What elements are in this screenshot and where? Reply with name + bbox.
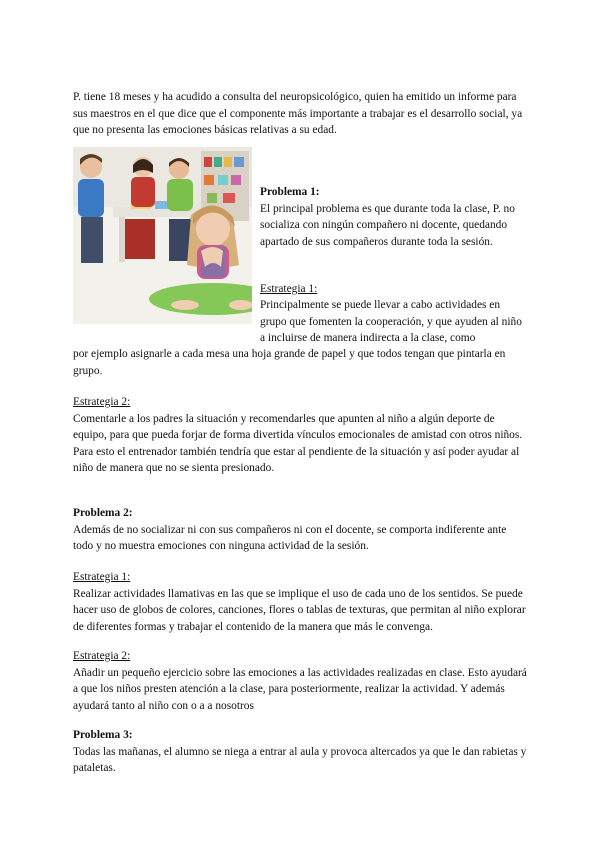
strategy-2b-text: Añadir un pequeño ejercicio sobre las emociones a las actividades realizadas en clase. Esto ayudará a que los niños presten atención a la clase, para posteriormente, realizar la actividad. Y además ayudará tanto al niño con o a a nosotros <box>73 666 527 712</box>
strategy-1a-title: Estrategia 1: <box>260 283 318 295</box>
strategy-1a-section <box>260 281 528 298</box>
strategy-1a-text-bottom: por ejemplo asignarle a cada mesa una hoja grande de papel y que todos tengan que pintarla en grupo. <box>73 348 506 377</box>
strategy-2a-text: Comentarle a los padres la situación y recomendarles que apunten al niño a algún deporte de equipo, para que pueda forjar de forma divertida vínculos emocionales de amistad con otros niños. Para esto el entrenador también tendría que estar al pendiente de la situación y así poder ayudar al niño de manera que no se sienta presionado. <box>73 412 523 475</box>
strategy-1b-text: Realizar actividades llamativas en las que se implique el uso de cada uno de los sentidos. Se puede hacer uso de globos de colores, canciones, flores o tablas de texturas, que permitan al niño explorar de diferentes formas y trabajar el contenido de la manera que más le convenga. <box>73 587 526 633</box>
problem-2-text: Además de no socializar ni con sus compañeros ni con el docente, se comporta indiferente ante todo y no muestra emociones con ninguna actividad de la sesión. <box>73 523 507 553</box>
problem-3-title: Problema 3: <box>73 729 133 741</box>
children-photo <box>73 147 252 324</box>
problem-2-title: Problema 2: <box>73 507 133 519</box>
strategy-1b-title: Estrategia 1: <box>73 571 131 583</box>
strategy-1b-section <box>73 569 528 635</box>
strategy-1a-text-top: Principalmente se puede llevar a cabo actividades en grupo que fomenten la cooperación, y que ayuden al niño a incluirse de manera indirecta a la clase, como <box>260 299 522 345</box>
strategy-2a-section <box>73 394 528 477</box>
problem-1-title: Problema 1: <box>260 186 320 198</box>
problem-3-section <box>73 727 528 777</box>
strategy-2b-title: Estrategia 2: <box>73 650 131 662</box>
problem-2-section <box>73 505 528 555</box>
problem-1-text: El principal problema es que durante toda la clase, P. no socializa con ningún compañero ni docente, quedando apartado de sus compañeros durante toda la sesión. <box>260 202 515 248</box>
problem-3-text: Todas las mañanas, el alumno se niega a entrar al aula y provoca altercados ya que le dan rabietas y pataletas. <box>73 745 527 775</box>
problem-1-section <box>260 184 528 250</box>
strategy-2a-title: Estrategia 2: <box>73 396 131 408</box>
strategy-2b-section <box>73 648 528 714</box>
intro-paragraph: P. tiene 18 meses y ha acudido a consulta del neuropsicológico, quien ha emitido un informe para sus maestros en el que dice que el componente más importante a trabajar es el desarrollo social, ya que no presenta las emociones básicas relativas a su edad. <box>73 91 523 137</box>
